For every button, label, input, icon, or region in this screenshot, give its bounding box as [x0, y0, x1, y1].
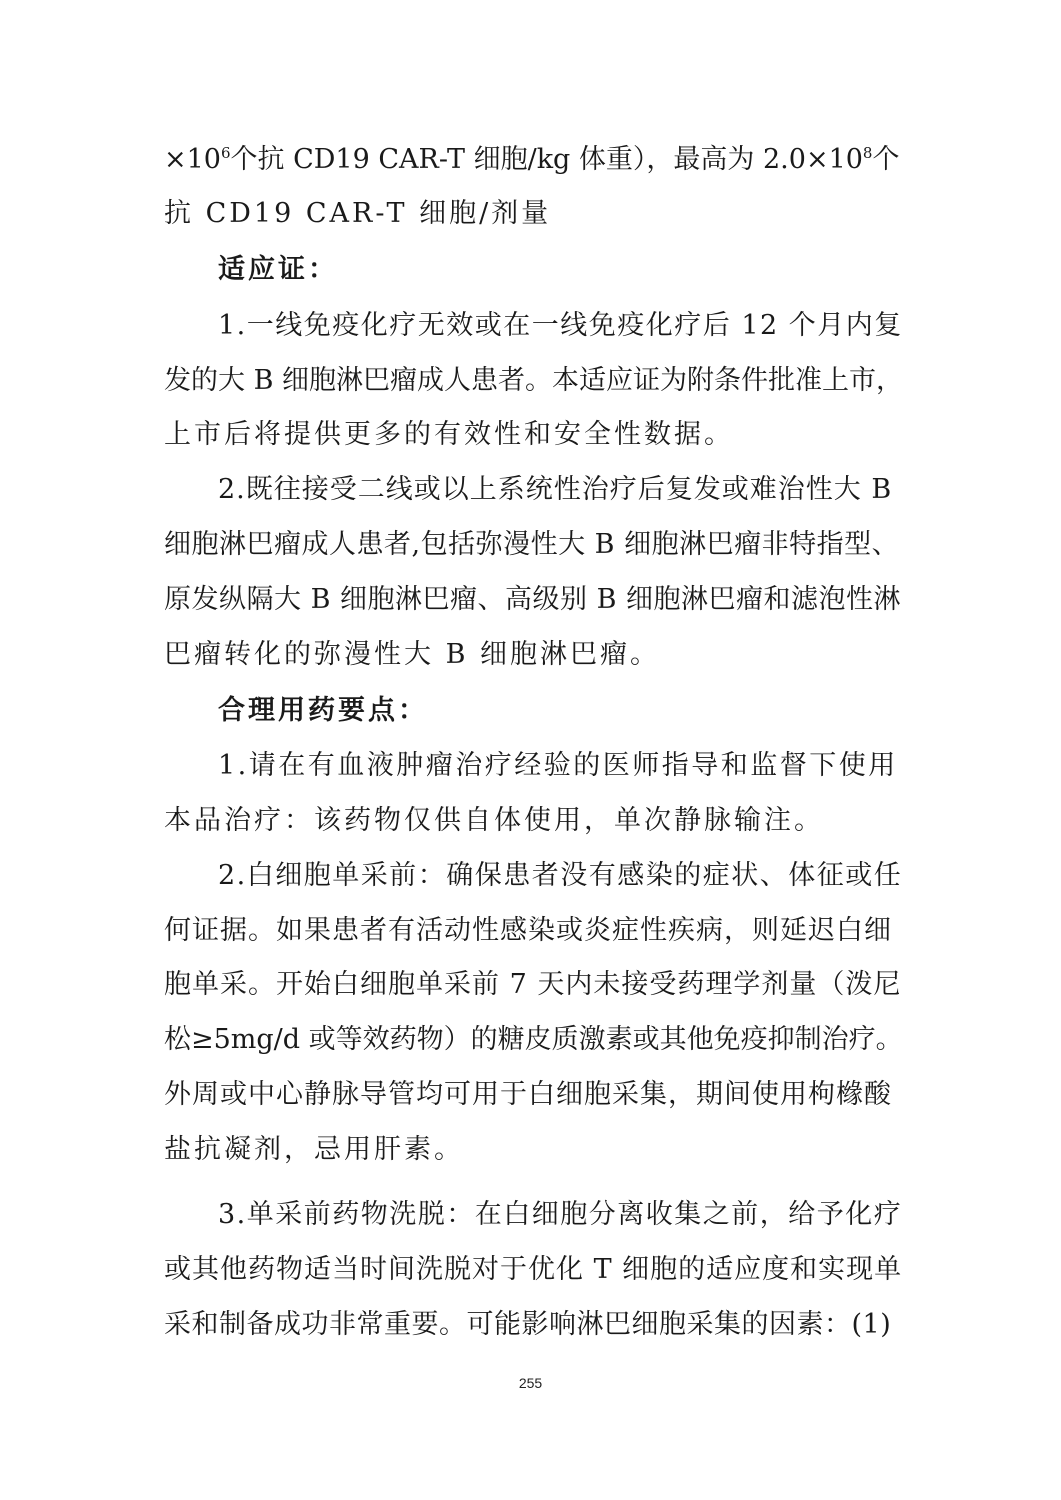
paragraph-line [164, 142, 904, 178]
paragraph-line: 采和制备成功非常重要。可能影响淋巴细胞采集的因素：(1) [164, 1309, 892, 1340]
paragraph-line: 外周或中心静脉导管均可用于白细胞采集，期间使用枸橼酸 [164, 1079, 892, 1110]
paragraph-line: 上市后将提供更多的有效性和安全性数据。 [164, 419, 734, 450]
text-span: 个抗 CD19 CAR-T 细胞/kg 体重），最高为 2.0×10 [230, 144, 863, 175]
paragraph-line: 原发纵隔大 B 细胞淋巴瘤、高级别 B 细胞淋巴瘤和滤泡性淋 [164, 584, 902, 615]
paragraph-line: 松≥5mg/d 或等效药物）的糖皮质激素或其他免疫抑制治疗。 [164, 1024, 903, 1055]
paragraph-line: 本品治疗：该药物仅供自体使用，单次静脉输注。 [164, 805, 824, 836]
superscript: 8 [862, 144, 873, 162]
paragraph-line: 1.一线免疫化疗无效或在一线免疫化疗后 12 个月内复 [218, 310, 903, 341]
section-heading-rational-use: 合理用药要点： [218, 695, 428, 726]
text-span: ×10 [164, 144, 221, 175]
paragraph-line: 2.既往接受二线或以上系统性治疗后复发或难治性大 B [218, 474, 893, 505]
section-heading-indications: 适应证： [218, 254, 338, 285]
paragraph-line: 盐抗凝剂，忌用肝素。 [164, 1134, 464, 1165]
superscript: 6 [220, 144, 231, 162]
paragraph-line: 胞单采。开始白细胞单采前 7 天内未接受药理学剂量（泼尼 [164, 969, 902, 1000]
paragraph-line: 巴瘤转化的弥漫性大 B 细胞淋巴瘤。 [164, 639, 661, 670]
paragraph-line: 细胞淋巴瘤成人患者,包括弥漫性大 B 细胞淋巴瘤非特指型、 [164, 529, 900, 560]
paragraph-line: 2.白细胞单采前：确保患者没有感染的症状、体征或任 [218, 860, 903, 891]
paragraph-line: 何证据。如果患者有活动性感染或炎症性疾病，则延迟白细 [164, 915, 892, 946]
paragraph-line: 3.单采前药物洗脱：在白细胞分离收集之前，给予化疗 [218, 1199, 903, 1230]
paragraph-line: 抗 CD19 CAR-T 细胞/剂量 [164, 198, 552, 229]
paragraph-line: 或其他药物适当时间洗脱对于优化 T 细胞的适应度和实现单 [164, 1254, 903, 1285]
paragraph-line: 1.请在有血液肿瘤治疗经验的医师指导和监督下使用 [218, 750, 898, 781]
paragraph-line: 发的大 B 细胞淋巴瘤成人患者。本适应证为附条件批准上市， [164, 365, 904, 396]
page-number: 255 [518, 1375, 543, 1391]
text-span: 个 [872, 144, 900, 175]
